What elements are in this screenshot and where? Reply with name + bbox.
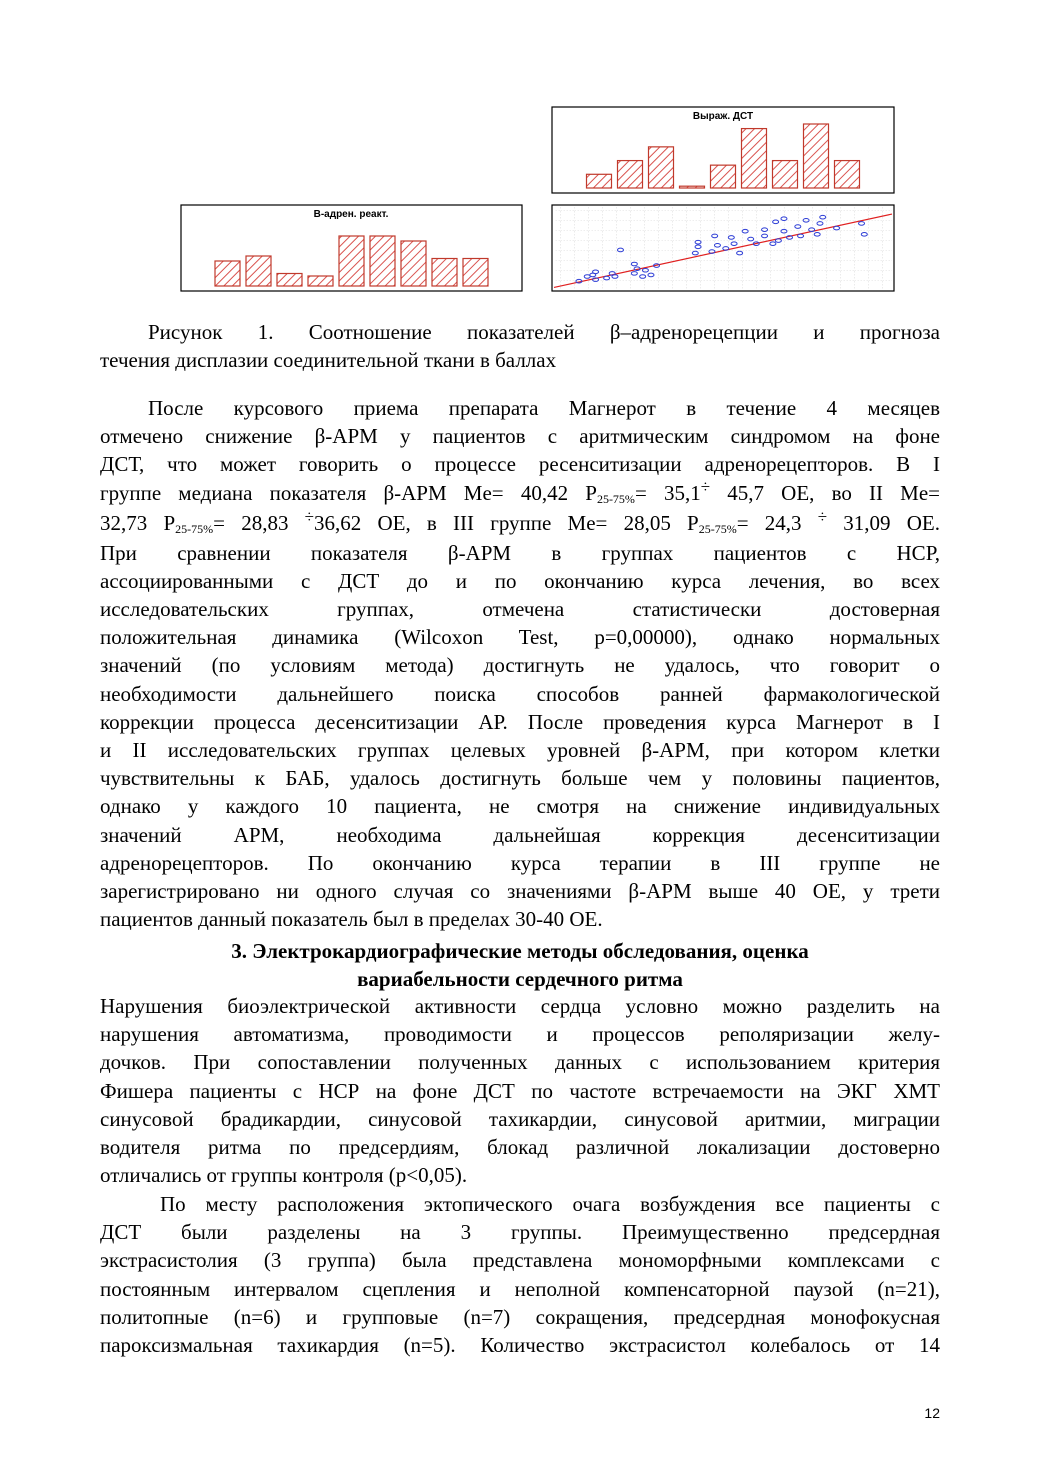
paragraph-1 [100,394,940,933]
text-line: адренорецепторов. По окончанию курса терапии в III группе не [100,850,940,875]
histogram-dst-severity [552,107,894,193]
histogram-bar [587,174,612,188]
text-run: 31,09 ОЕ. [827,510,940,535]
text-run: = 35,1 [634,480,701,505]
paragraph-2 [100,992,940,1189]
subscript: 25-75% [175,521,214,536]
histogram-bar [401,241,426,286]
text-line: экстрасистолия (3 группа) была представлена мономорфными комплексами с [100,1248,940,1273]
histogram-bar [835,161,860,188]
histogram-bar [804,124,829,188]
caption-line-1: Рисунок 1. Соотношение показателей β–адренорецепции и прогноза [148,320,940,344]
text-run: группе медиана показателя β-АРМ Me= 40,42 P [100,480,597,505]
text-line: и II исследовательских группах целевых уровней β-АРМ, при котором клетки [100,738,940,763]
histogram-bar [215,261,240,286]
text-line: водителя ритма по предсердиям, блокад различной локализации достоверно [100,1135,940,1160]
subscript: 25-75% [596,491,635,506]
histogram-bar [277,274,302,287]
superscript: ÷ [304,506,314,526]
text-line: отличались от группы контроля (p<0,05). [100,1163,468,1188]
histogram-title: Выраж. ДСТ [692,111,754,122]
text-line: После курсового приема препарата Магнерот в течение 4 месяцев [148,396,940,420]
text-line: Фишера пациенты с НСР на фоне ДСТ по частоте встречаемости на ЭКГ ХМТ [100,1078,940,1103]
histogram-bar [618,161,643,188]
text-line: синусовой брадикардии, синусовой тахикардии, синусовой аритмии, миграции [100,1106,940,1131]
text-run: 36,62 ОЕ, в III группе Me= 28,05 P [314,510,699,535]
text-line: дочков. При сопоставлении полученных данных с использованием критерия [100,1050,940,1075]
histogram-bar [339,236,364,286]
histogram-bar [308,276,333,286]
text-line: По месту расположения эктопического очага возбуждения все пациенты с [160,1192,940,1216]
paragraph-3 [100,1190,940,1359]
caption-line-2: течения дисплазии соединительной ткани в баллах [100,348,557,372]
text-line: ассоциированными с ДСТ до и по окончанию курса лечения, во всех [100,568,940,593]
histogram-bar [463,259,488,287]
histogram-bar [370,236,395,286]
histogram-bar [432,259,457,287]
histogram-bar [680,186,705,188]
text-line [100,506,940,539]
section-heading [100,937,940,993]
text-line: Нарушения биоэлектрической активности сердца условно можно разделить на [100,994,940,1018]
figure-caption [100,318,940,374]
text-line: ДСТ были разделены на 3 группы. Преимущественно предсердная [100,1220,940,1245]
text-line: положительная динамика (Wilcoxon Test, p=0,00000), однако нормальных [100,625,940,650]
superscript: ÷ [700,476,711,496]
text-line: значений (по условиям метода) достигнуть не удалось, что говорит о [100,653,940,678]
histogram-bar [649,147,674,188]
text-line: политопные (n=6) и групповые (n=7) сокращения, предсердная монофокусная [100,1304,940,1329]
text-line: пароксизмальная тахикардия (n=5). Количество экстрасистол колебалось от 14 [100,1333,940,1358]
text-run: 32,73 P [100,510,176,535]
heading-line-1: 3. Электрокардиографические методы обследования, оценка [231,939,809,963]
text-run: = 24,3 [736,510,818,535]
subscript: 25-75% [698,521,737,536]
text-line: коррекции процесса десенситизации АР. После проведения курса Магнерот в I [100,709,940,734]
text-line: необходимости дальнейшего поиска способов ранней фармакологической [100,681,940,706]
text-line: постоянным интервалом сцепления и неполной компенсаторной паузой (n=21), [100,1276,940,1301]
text-line: однако у каждого 10 пациента, не смотря на снижение индивидуальных [100,794,940,819]
heading-line-2: вариабельности сердечного ритма [357,967,683,991]
text-line: зарегистрировано ни одного случая со значениями β-АРМ выше 40 ОЕ, у трети [100,879,940,904]
text-line [100,476,941,509]
scatter-plot [552,205,894,291]
text-line: исследовательских группах, отмечена статистически достоверная [100,597,940,622]
page-number: 12 [924,1405,940,1421]
text-run: = 28,83 [213,510,305,535]
histogram-bar [246,256,271,286]
text-line: отмечено снижение β-АРМ у пациентов с аритмическим синдромом на фоне [100,424,940,449]
text-line: чувствительны к БАБ, удалось достигнуть больше чем у половины пациентов, [100,766,940,791]
histogram-bar [711,165,736,188]
histogram-title: В-адрен. реакт. [313,209,389,220]
text-line: нарушения автоматизма, проводимости и процессов реполяризации желу- [100,1022,940,1047]
text-line: При сравнении показателя β-АРМ в группах пациентов с НСР, [100,540,940,565]
histogram-bar [742,129,767,188]
text-line: пациентов данный показатель был в пределах 30-40 ОЕ. [100,907,603,932]
superscript: ÷ [817,506,828,526]
histogram-bar [773,161,798,188]
text-line: ДСТ, что может говорить о процессе ресенситизации адренорецепторов. В I [100,452,940,477]
histogram-beta-adren [181,205,522,291]
text-run: 45,7 ОЕ, во II Me= [710,480,941,505]
figure-1 [0,0,1039,300]
text-line: значений АРМ, необходима дальнейшая коррекция десенситизации [100,822,940,847]
